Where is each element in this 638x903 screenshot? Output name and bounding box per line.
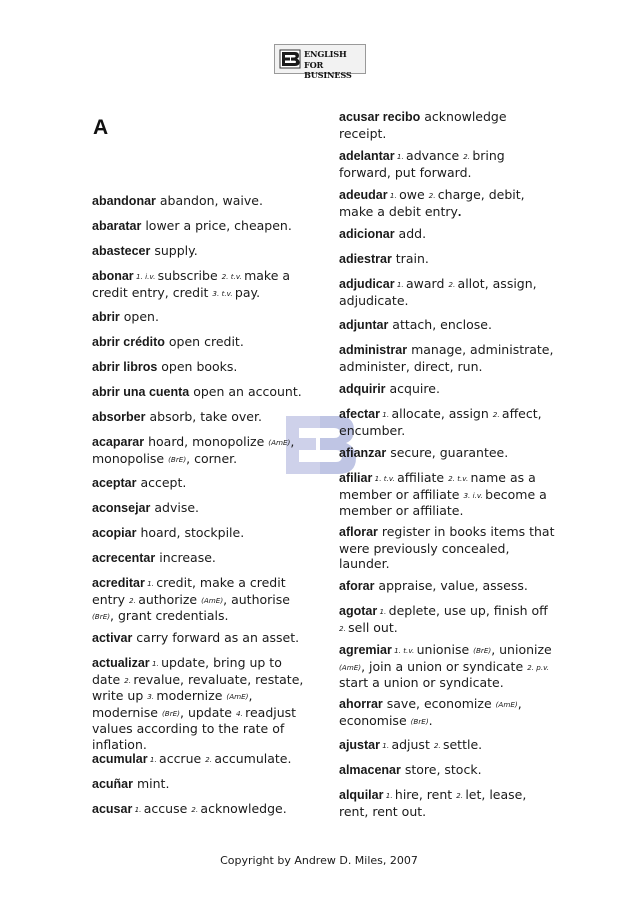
entry-marker: (BrE)	[168, 454, 187, 464]
entry-definition: , economise	[339, 696, 522, 728]
entry-term: .	[457, 204, 462, 219]
entry-marker: 2.	[463, 152, 473, 161]
entry-term: acuñar	[92, 777, 133, 791]
glossary-entry	[339, 226, 555, 243]
entry-definition: let, lease, rent, rent out.	[339, 787, 527, 819]
entry-marker: 2.	[428, 191, 438, 200]
glossary-entry	[339, 445, 555, 462]
entry-definition: sell out.	[348, 619, 398, 635]
entry-definition: abandon, waive.	[155, 193, 263, 208]
entry-term: adeudar	[339, 188, 388, 202]
entry-marker: 1.	[377, 607, 389, 616]
entry-definition: hire, rent	[394, 787, 457, 802]
glossary-entry	[92, 575, 308, 625]
entry-definition: attach, enclose.	[388, 317, 492, 332]
entry-definition: add.	[394, 226, 427, 241]
entry-term: absorber	[92, 410, 146, 424]
glossary-entry	[92, 434, 308, 467]
entry-definition: manage, administrate, administer, direct, run.	[339, 342, 554, 374]
glossary-entry	[339, 276, 555, 308]
entry-definition: lower a price, cheapen.	[141, 218, 292, 233]
entry-marker: 3. t.v.	[212, 288, 235, 298]
logo-line-1: ENGLISH	[304, 49, 347, 59]
entry-term: aflorar	[339, 525, 378, 539]
entry-definition: affect, encumber.	[339, 406, 542, 438]
glossary-entry	[92, 409, 308, 426]
entry-marker: 3. i.v.	[463, 490, 486, 500]
glossary-entry	[339, 470, 555, 519]
entry-definition: bring forward, put forward.	[339, 148, 505, 180]
entry-term: abastecer	[92, 244, 151, 258]
entry-definition: affiliate	[397, 470, 449, 485]
entry-marker: (AmE)	[226, 692, 249, 701]
entry-term: adjudicar	[339, 277, 395, 291]
section-letter: A	[93, 116, 109, 139]
entry-definition: make a credit entry, credit	[92, 268, 291, 300]
entry-term: acreditar	[92, 576, 145, 590]
glossary-entry	[92, 550, 308, 567]
entry-term: acopiar	[92, 526, 137, 540]
glossary-entry	[339, 696, 555, 729]
entry-term: administrar	[339, 343, 408, 357]
entry-term: abonar	[92, 269, 134, 283]
entry-definition: revalue, revaluate, restate, write up	[92, 671, 304, 703]
entry-definition: modernize	[156, 688, 227, 703]
entry-marker: 1.	[394, 280, 407, 289]
entry-term: almacenar	[339, 763, 401, 777]
glossary-entry	[339, 787, 555, 819]
entry-term: acusar recibo	[339, 110, 421, 124]
entry-marker: (AmE)	[201, 595, 224, 605]
entry-marker: 2.	[492, 410, 502, 419]
glossary-entry	[339, 578, 555, 595]
entry-marker: 2.	[129, 595, 139, 605]
entry-marker: 3.	[147, 692, 157, 701]
entry-marker: (AmE)	[495, 700, 518, 709]
entry-definition: , corner.	[186, 450, 238, 466]
entry-marker: 1.	[144, 579, 157, 588]
entry-definition: acknowledge.	[200, 801, 287, 816]
entry-term: activar	[92, 631, 133, 645]
entry-definition: pay.	[234, 284, 261, 300]
entry-term: abaratar	[92, 219, 142, 233]
entry-term: acusar	[92, 802, 133, 816]
entry-definition: mint.	[133, 776, 170, 791]
entry-marker: 1.	[380, 410, 392, 419]
entry-term: abrir crédito	[92, 335, 165, 349]
entry-term: aceptar	[92, 476, 137, 490]
entry-term: adiestrar	[339, 252, 392, 266]
entry-marker: 2. p.v.	[527, 662, 550, 672]
logo-line-2: FOR BUSINESS	[304, 59, 352, 80]
entry-definition: open books.	[157, 359, 238, 374]
entry-term: abrir libros	[92, 360, 158, 374]
entry-definition: carry forward as an asset.	[132, 630, 300, 645]
entry-definition: unionise	[416, 642, 474, 657]
entry-marker: 2.	[124, 675, 134, 685]
glossary-entry	[92, 243, 308, 260]
glossary-entry	[339, 251, 555, 268]
entry-definition: allot, assign, adjudicate.	[339, 276, 537, 308]
entry-definition: adjust	[391, 737, 434, 752]
entry-term: acaparar	[92, 435, 145, 449]
entry-definition: accrue	[159, 751, 206, 766]
entry-term: agremiar	[339, 643, 392, 657]
glossary-entry	[339, 603, 555, 636]
entry-definition: advance	[406, 148, 464, 163]
entry-definition: , grant credentials.	[110, 608, 229, 623]
entry-term: acumular	[92, 752, 148, 766]
entry-marker: 1.	[387, 191, 400, 200]
entry-definition: start a union or syndicate.	[339, 675, 504, 690]
entry-term: afiliar	[339, 471, 373, 485]
entry-term: alquilar	[339, 788, 384, 802]
entry-marker: 2.	[433, 741, 443, 750]
entry-marker: 2. t.v.	[448, 474, 471, 483]
glossary-entry	[92, 475, 308, 492]
glossary-entry	[92, 309, 308, 326]
entry-marker: (AmE)	[339, 662, 362, 672]
entry-term: aforar	[339, 579, 375, 593]
entry-marker: (BrE)	[161, 708, 180, 718]
logo-text	[304, 49, 365, 81]
entry-marker: (BrE)	[410, 716, 429, 726]
entry-definition: , update	[180, 704, 236, 720]
glossary-entry	[339, 342, 555, 374]
entry-definition: open.	[119, 309, 159, 324]
glossary-entry	[339, 762, 555, 779]
entry-definition: owe	[399, 187, 429, 202]
entry-definition: , authorise	[223, 591, 290, 607]
eb-monogram-icon	[279, 48, 301, 70]
glossary-entry	[92, 218, 308, 235]
entry-definition: acknowledge receipt.	[339, 109, 507, 141]
entry-definition: deplete, use up, finish off	[388, 603, 548, 618]
entry-definition: hoard, stockpile.	[136, 525, 245, 540]
entry-definition: update, bring up to date	[92, 655, 282, 687]
entry-marker: 2.	[339, 623, 349, 633]
entry-term: acrecentar	[92, 551, 156, 565]
entry-marker: 1.	[383, 791, 395, 800]
entry-definition: accept.	[136, 475, 187, 490]
entry-definition: open credit.	[164, 334, 244, 349]
glossary-entry	[339, 524, 555, 572]
glossary-entry	[339, 187, 555, 220]
entry-term: abrir una cuenta	[92, 385, 190, 399]
entry-definition: advise.	[150, 500, 199, 515]
glossary-entry	[92, 801, 308, 818]
entry-term: ahorrar	[339, 697, 383, 711]
glossary-entry	[339, 317, 555, 334]
entry-definition: acquire.	[385, 381, 440, 396]
entry-definition: , modernise	[92, 688, 253, 720]
entry-marker: (BrE)	[473, 646, 492, 655]
entry-definition: absorb, take over.	[145, 409, 262, 424]
entry-definition: charge, debit, make a debit entry	[339, 187, 525, 219]
entry-definition: , monopolise	[92, 434, 295, 466]
glossary-entry	[339, 148, 555, 180]
glossary-entry	[339, 381, 555, 398]
entry-definition: store, stock.	[400, 762, 482, 777]
glossary-entry	[92, 630, 308, 647]
entry-term: ajustar	[339, 738, 380, 752]
entry-term: adelantar	[339, 149, 395, 163]
entry-definition: readjust values according to the rate of inflation.	[92, 704, 297, 752]
entry-definition: .	[428, 712, 433, 728]
glossary-entry	[339, 642, 555, 691]
glossary-entry	[92, 751, 308, 768]
glossary-entry	[92, 268, 308, 301]
entry-definition: train.	[391, 251, 429, 266]
entry-definition: authorize	[138, 591, 202, 607]
entry-definition: subscribe	[157, 268, 222, 283]
entry-definition: credit, make a credit entry	[92, 575, 286, 607]
entry-term: agotar	[339, 604, 378, 618]
entry-marker: (AmE)	[268, 438, 291, 447]
entry-marker: 2.	[205, 755, 215, 764]
entry-marker: 1.	[149, 659, 162, 668]
glossary-entry	[92, 500, 308, 517]
entry-term: aconsejar	[92, 501, 151, 515]
glossary-entry	[92, 384, 308, 401]
entry-marker: 4.	[235, 708, 246, 718]
entry-term: abandonar	[92, 194, 156, 208]
entry-definition: save, economize	[382, 696, 496, 711]
entry-definition: name as a member or affiliate	[339, 470, 536, 502]
entry-term: adicionar	[339, 227, 395, 241]
entry-definition: supply.	[150, 243, 198, 258]
entry-definition: register in books items that were previously concealed, launder.	[339, 524, 555, 571]
entry-marker: 1.	[147, 755, 160, 764]
entry-term: actualizar	[92, 656, 150, 670]
entry-definition: hoard, monopolize	[144, 434, 269, 449]
entry-marker: 2.	[191, 805, 201, 814]
entry-definition: allocate, assign	[391, 406, 493, 421]
entry-definition: settle.	[442, 737, 483, 752]
entry-definition: award	[406, 276, 449, 291]
entry-marker: 2.	[456, 791, 466, 800]
entry-term: afectar	[339, 407, 380, 421]
entry-definition: secure, guarantee.	[386, 445, 509, 460]
glossary-entry	[339, 406, 555, 438]
entry-term: abrir	[92, 310, 120, 324]
glossary-entry	[92, 525, 308, 542]
entry-marker: 1.	[394, 152, 407, 161]
entry-definition: become a member or affiliate.	[339, 486, 547, 518]
entry-term: adquirir	[339, 382, 386, 396]
entry-definition: appraise, value, assess.	[374, 578, 528, 593]
glossary-entry	[92, 776, 308, 793]
entry-marker: 1. t.v.	[391, 646, 417, 655]
entry-term: adjuntar	[339, 318, 389, 332]
glossary-entry	[92, 359, 308, 376]
entry-marker: 2.	[448, 280, 458, 289]
entry-marker: (BrE)	[92, 612, 111, 621]
entry-marker: 1. t.v.	[372, 474, 398, 483]
entry-definition: accuse	[143, 801, 192, 816]
glossary-entry	[339, 109, 555, 141]
entry-definition: accumulate.	[214, 751, 292, 766]
entry-definition: , join a union or syndicate	[361, 658, 528, 674]
entry-marker: 1. i.v.	[133, 272, 158, 281]
entry-marker: 1.	[380, 741, 392, 750]
entry-definition: , unionize	[491, 642, 552, 657]
english-for-business-logo	[274, 44, 366, 80]
glossary-entry	[92, 655, 308, 752]
entry-term: afianzar	[339, 446, 387, 460]
glossary-entry	[92, 193, 308, 210]
copyright-footer: Copyright by Andrew D. Miles, 2007	[220, 854, 418, 867]
entry-definition: open an account.	[189, 384, 302, 399]
entry-marker: 2. t.v.	[221, 272, 245, 281]
entry-definition: increase.	[155, 550, 216, 565]
glossary-entry	[339, 737, 555, 754]
glossary-entry	[92, 334, 308, 351]
entry-marker: 1.	[132, 805, 144, 814]
